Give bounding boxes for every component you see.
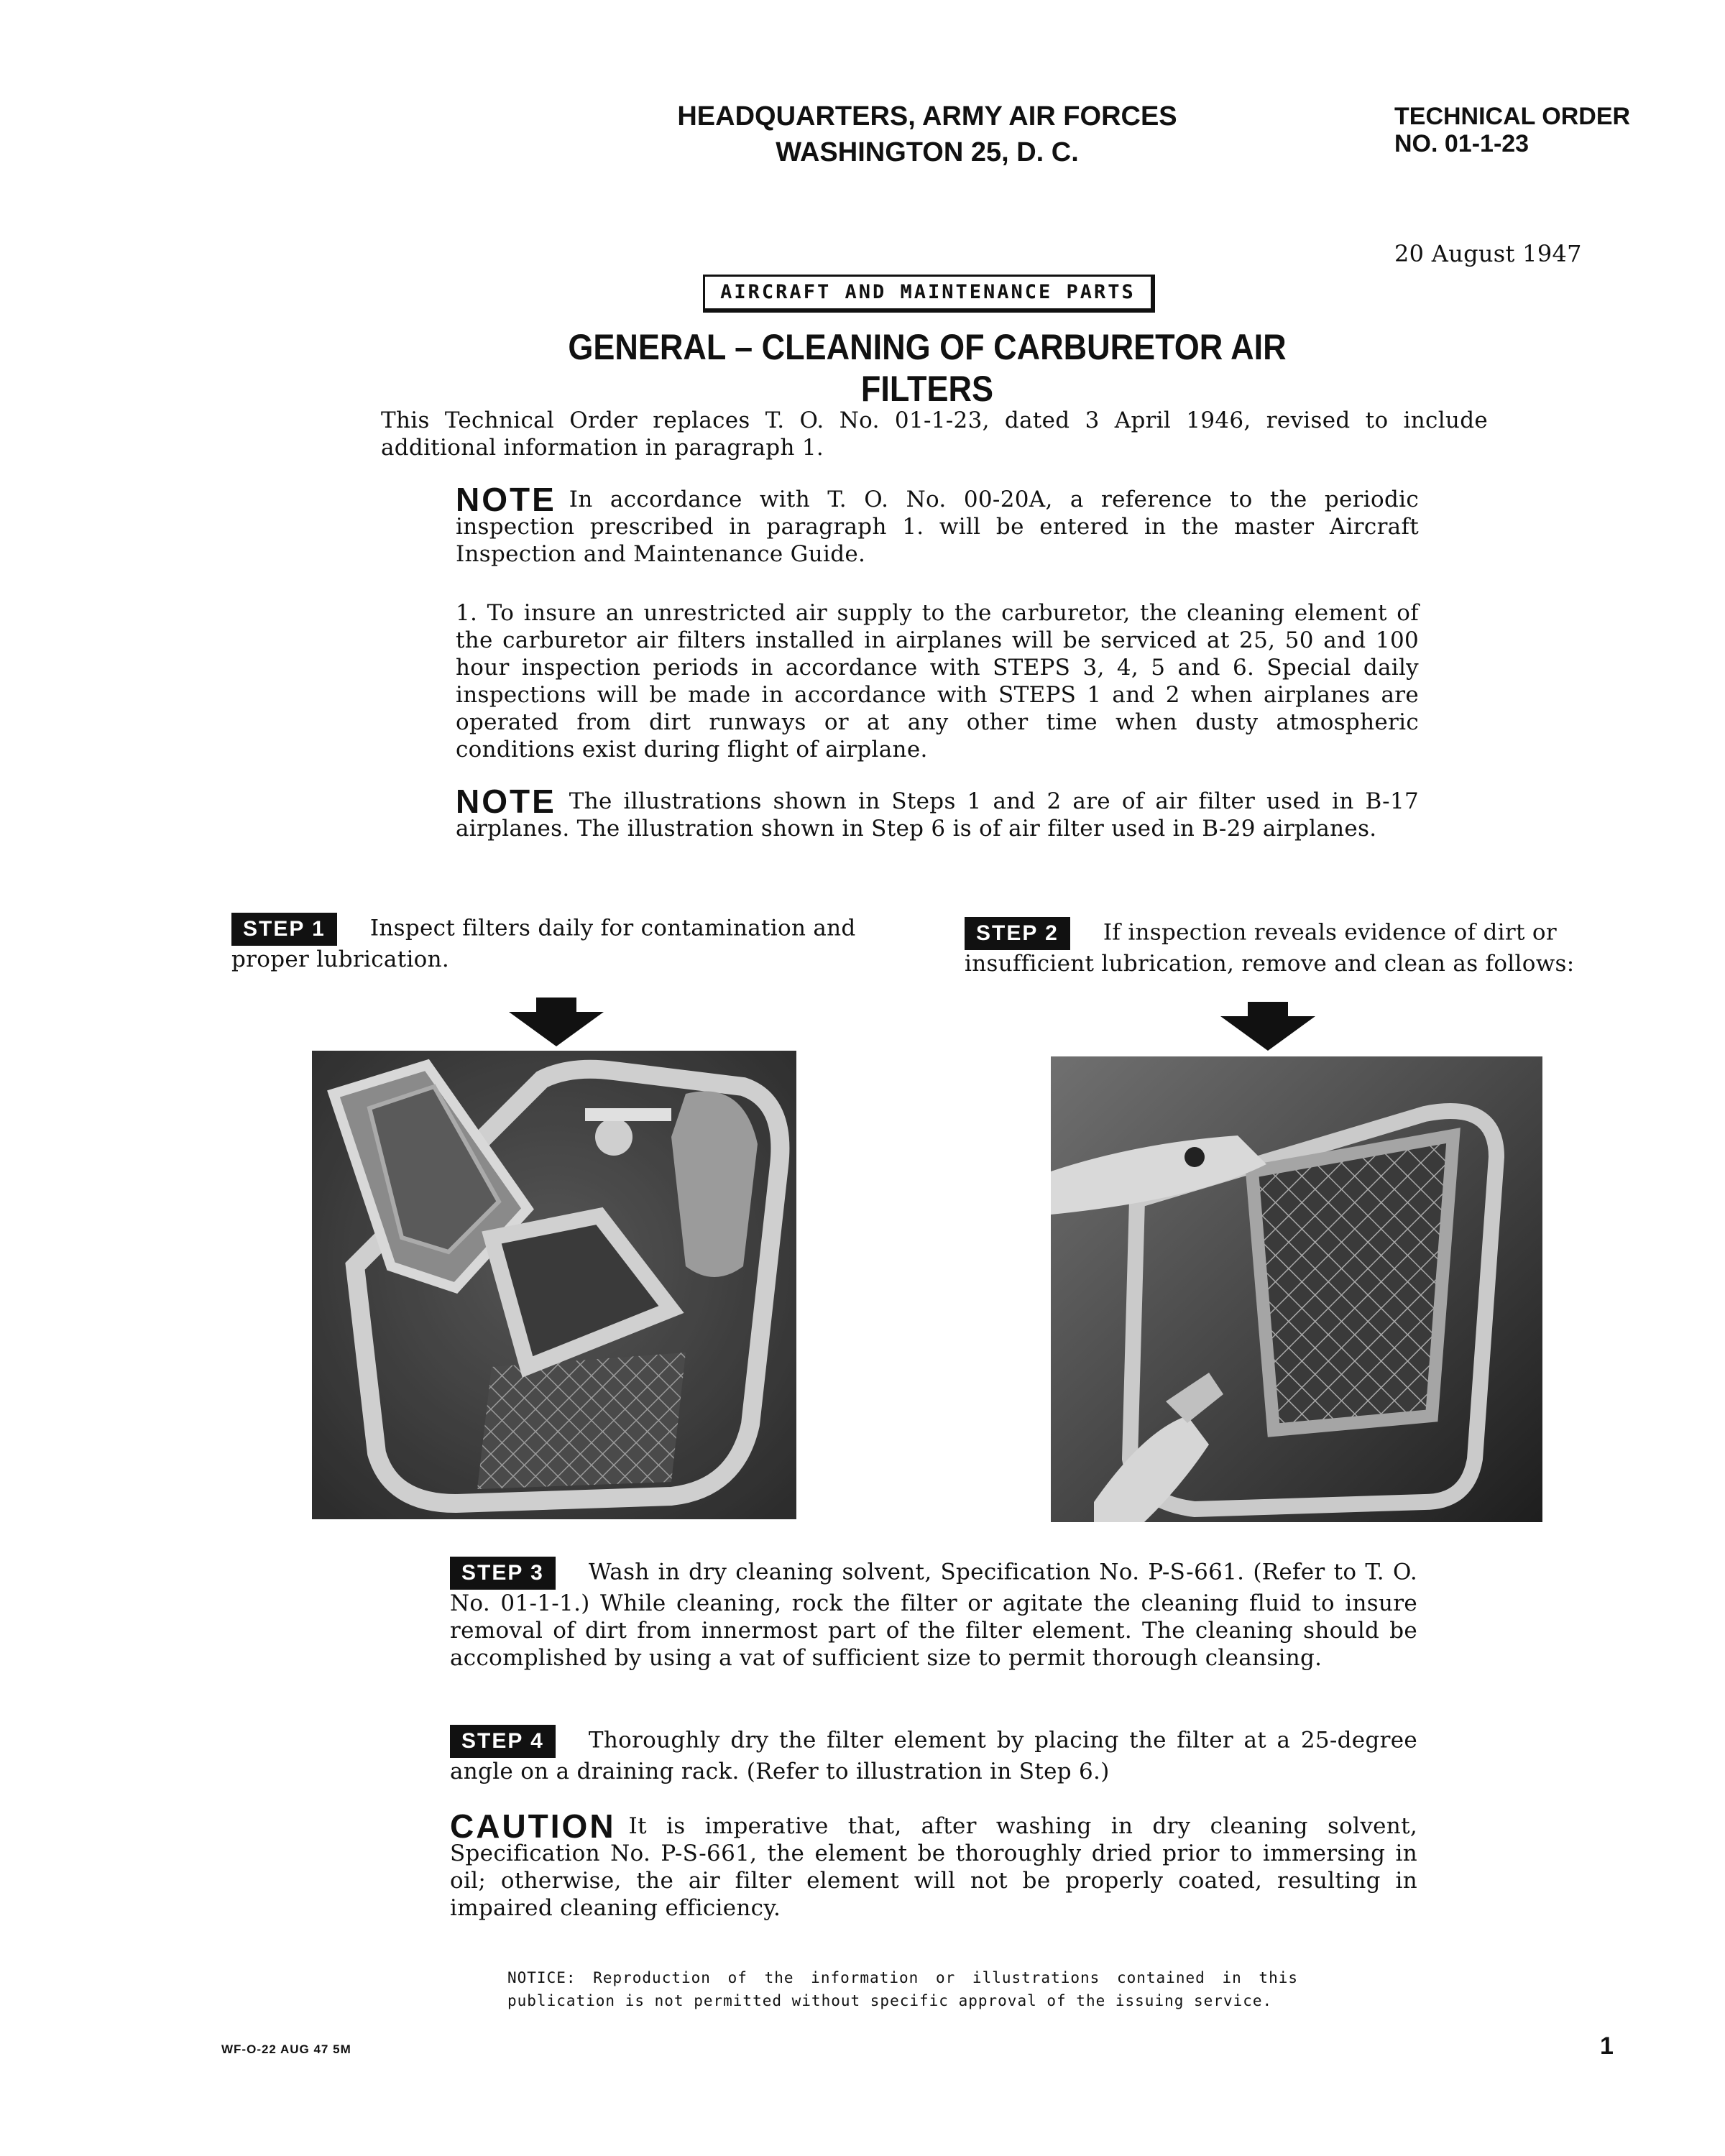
category-banner: AIRCRAFT AND MAINTENANCE PARTS	[703, 275, 1155, 313]
step-4-badge: STEP 4	[450, 1725, 556, 1758]
step-3-badge: STEP 3	[450, 1557, 556, 1590]
page-number: 1	[1600, 2032, 1614, 2060]
filter-removal-photo	[1051, 1056, 1542, 1522]
step-1-text: Inspect filters daily for contamination and proper lubrication.	[231, 915, 856, 972]
hq-line-1: HEADQUARTERS, ARMY AIR FORCES	[677, 101, 1177, 132]
step-1-badge: STEP 1	[231, 913, 337, 946]
step-2-text: If inspection reveals evidence of dirt or insufficient lubrication, remove and clean as follows:	[965, 919, 1575, 977]
issue-date: 20 August 1947	[1394, 240, 1582, 267]
step-3-text: Wash in dry cleaning solvent, Specification No. P-S-661. (Refer to T. O. No. 01-1-1.) While cleaning, rock the filter or agitate the cleaning fluid to insure removal of dirt from innermost part of the filter element. The cleaning should be accomplished by using a vat of sufficient size to permit thorough cleansing.	[450, 1559, 1417, 1671]
step-3	[450, 1557, 1417, 1672]
hq-line-2: WASHINGTON 25, D. C.	[776, 137, 1079, 167]
step-2-badge: STEP 2	[965, 917, 1070, 950]
arrow-down-icon	[507, 998, 605, 1048]
reproduction-notice: NOTICE: Reproduction of the information or illustrations contained in this publication is not permitted without specific approval of the issuing service.	[507, 1969, 1298, 2009]
note-2-text: The illustrations shown in Steps 1 and 2 are of air filter used in B-17 airplanes. The illustration shown in Step 6 is of air filter used in B-29 airplanes.	[456, 788, 1419, 842]
caution-text: It is imperative that, after washing in dry cleaning solvent, Specification No. P-S-661, the element be thoroughly dried prior to immersing in oil; otherwise, the air filter element will not be properly coated, resulting in impaired cleaning efficiency.	[450, 1813, 1417, 1921]
caution	[450, 1807, 1417, 1922]
note-1-text: In accordance with T. O. No. 00-20A, a reference to the periodic inspection prescribed in paragraph 1. will be entered in the master Aircraft Inspection and Maintenance Guide.	[456, 487, 1419, 567]
filter-inspection-photo	[312, 1051, 796, 1519]
note-2	[456, 783, 1419, 842]
page-title: GENERAL – CLEANING OF CARBURETOR AIR FILTERS	[568, 327, 1287, 409]
step-2	[965, 917, 1633, 977]
paragraph-1: 1. To insure an unrestricted air supply to the carburetor, the cleaning element of the carburetor air filters installed in airplanes will be serviced at 25, 50 and 100 hour inspection periods in accordance with STEPS 3, 4, 5 and 6. Special daily inspections will be made in accordance with STEPS 1 and 2 when airplanes are operated from dirt runways or at any other time when dusty atmospheric conditions exist during flight of airplane.	[456, 600, 1419, 763]
note-1-label: NOTE	[456, 481, 556, 518]
step-4	[450, 1725, 1417, 1785]
arrow-down-icon	[1219, 1002, 1317, 1052]
technical-order-number: NO. 01-1-23	[1394, 130, 1530, 157]
form-code: WF-O-22 AUG 47 5M	[221, 2042, 351, 2056]
note-1	[456, 481, 1419, 568]
note-2-label: NOTE	[456, 783, 556, 820]
step-1	[231, 913, 900, 973]
caution-label: CAUTION	[450, 1807, 616, 1845]
step-4-text: Thoroughly dry the filter element by placing the filter at a 25-degree angle on a draining rack. (Refer to illustration in Step 6.)	[450, 1727, 1417, 1784]
intro-paragraph: This Technical Order replaces T. O. No. 01-1-23, dated 3 April 1946, revised to include additional information in paragraph 1.	[381, 407, 1488, 461]
technical-order-label: TECHNICAL ORDER	[1394, 103, 1631, 130]
